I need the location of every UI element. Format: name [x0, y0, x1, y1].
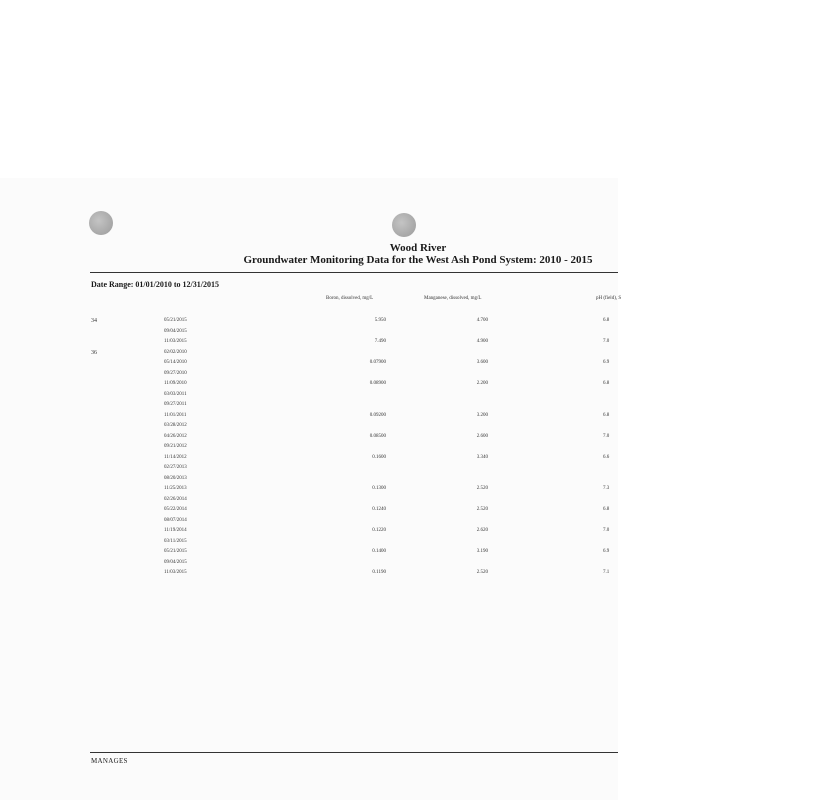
manganese-value: 4.700 — [476, 318, 488, 323]
table-row — [0, 465, 618, 476]
manganese-value: 4.900 — [476, 339, 488, 344]
table-row — [0, 423, 618, 434]
manganese-value: 3.200 — [476, 412, 488, 418]
boron-value: 0.1220 — [372, 528, 386, 533]
sample-date: 11/03/2015 — [164, 570, 187, 575]
sample-date: 04/26/2012 — [164, 433, 187, 439]
boron-value: 0.1190 — [372, 570, 386, 575]
ph-value: 6.9 — [603, 360, 610, 365]
manganese-value: 2.620 — [476, 528, 488, 533]
sample-date: 11/25/2013 — [164, 486, 187, 491]
manganese-value: 3.340 — [476, 454, 488, 460]
sample-date: 09/21/2012 — [164, 444, 187, 449]
table-row — [0, 402, 618, 413]
sample-date: 03/28/2012 — [164, 423, 187, 428]
table-row — [0, 528, 618, 539]
column-header-boron: Boron, dissolved, mg/L — [326, 296, 374, 301]
boron-value: 0.08900 — [369, 381, 386, 386]
manganese-value: 2.600 — [476, 433, 488, 439]
footer-label: MANAGES — [91, 757, 128, 765]
ph-value: 6.8 — [603, 318, 610, 323]
punch-hole-right — [392, 213, 416, 237]
sample-date: 11/14/2012 — [164, 454, 187, 460]
sample-date: 11/03/2015 — [164, 339, 187, 344]
sample-date: 11/19/2014 — [164, 528, 187, 533]
top-margin — [0, 0, 618, 178]
site-title: Wood River — [389, 242, 447, 254]
sample-date: 11/01/2011 — [164, 412, 187, 418]
sample-date: 09/27/2011 — [164, 402, 187, 407]
table-row — [0, 413, 618, 424]
sample-date: 09/27/2010 — [164, 370, 187, 376]
table-row — [0, 318, 618, 329]
sample-date: 08/07/2014 — [164, 517, 187, 523]
table-row — [0, 497, 618, 508]
manganese-value: 3.190 — [476, 549, 488, 554]
sample-date: 02/26/2014 — [164, 496, 187, 502]
sample-date: 05/21/2015 — [164, 549, 187, 554]
table-row — [0, 570, 618, 581]
sample-date: 02/02/2010 — [164, 349, 187, 355]
ph-value: 7.0 — [603, 339, 610, 344]
boron-value: 0.1400 — [372, 549, 386, 554]
report-title: Groundwater Monitoring Data for the West Ash Pond System: 2010 - 2015 — [243, 254, 593, 266]
ph-value: 7.0 — [603, 433, 610, 439]
sample-date: 02/27/2013 — [164, 465, 187, 470]
manganese-value: 2.520 — [476, 507, 488, 512]
well-id: 34 — [91, 318, 97, 324]
ph-value: 6.8 — [603, 412, 610, 418]
table-row — [0, 507, 618, 518]
sample-date: 09/04/2015 — [164, 328, 187, 334]
sample-date: 08/20/2013 — [164, 475, 187, 481]
boron-value: 7.490 — [374, 339, 386, 344]
table-row — [0, 560, 618, 571]
table-row — [0, 434, 618, 445]
table-row — [0, 392, 618, 403]
sample-date: 09/04/2015 — [164, 559, 187, 565]
table-row — [0, 486, 618, 497]
sample-date: 11/09/2010 — [164, 381, 187, 386]
sample-date: 05/14/2010 — [164, 360, 187, 365]
table-row — [0, 371, 618, 382]
footer-rule — [90, 752, 618, 753]
boron-value: 0.07900 — [369, 360, 386, 365]
manganese-value: 3.600 — [476, 360, 488, 365]
boron-value: 0.1300 — [372, 486, 386, 491]
ph-value: 7.3 — [603, 486, 610, 491]
table-row — [0, 549, 618, 560]
table-row — [0, 381, 618, 392]
ph-value: 6.6 — [603, 454, 610, 460]
date-range: Date Range: 01/01/2010 to 12/31/2015 — [91, 280, 219, 289]
sample-date: 03/11/2015 — [164, 538, 187, 544]
column-header-ph: pH (field), S — [596, 296, 622, 301]
ph-value: 7.1 — [603, 570, 610, 575]
manganese-value: 2.520 — [476, 570, 488, 575]
ph-value: 7.0 — [603, 528, 610, 533]
boron-value: 0.08500 — [369, 433, 386, 439]
table-row — [0, 444, 618, 455]
ph-value: 6.8 — [603, 381, 610, 386]
manganese-value: 2.520 — [476, 486, 488, 491]
sample-date: 03/03/2011 — [164, 391, 187, 397]
boron-value: 0.1240 — [372, 507, 386, 512]
boron-value: 0.1600 — [372, 454, 386, 460]
boron-value: 5.950 — [374, 318, 386, 323]
table-row — [0, 329, 618, 340]
well-id: 36 — [91, 349, 97, 356]
sample-date: 05/22/2014 — [164, 507, 187, 512]
table-row — [0, 350, 618, 361]
punch-hole-left — [89, 211, 113, 235]
table-row — [0, 539, 618, 550]
table-row — [0, 518, 618, 529]
sample-date: 05/21/2015 — [164, 318, 187, 323]
column-header-manganese: Manganese, dissolved, mg/L — [424, 296, 482, 301]
table-row — [0, 455, 618, 466]
boron-value: 0.09200 — [369, 412, 386, 418]
ph-value: 6.8 — [603, 507, 610, 512]
ph-value: 6.9 — [603, 549, 610, 554]
table-row — [0, 476, 618, 487]
table-row — [0, 339, 618, 350]
data-table — [0, 318, 618, 581]
table-row — [0, 360, 618, 371]
manganese-value: 2.200 — [476, 381, 488, 386]
header-rule — [90, 272, 618, 273]
